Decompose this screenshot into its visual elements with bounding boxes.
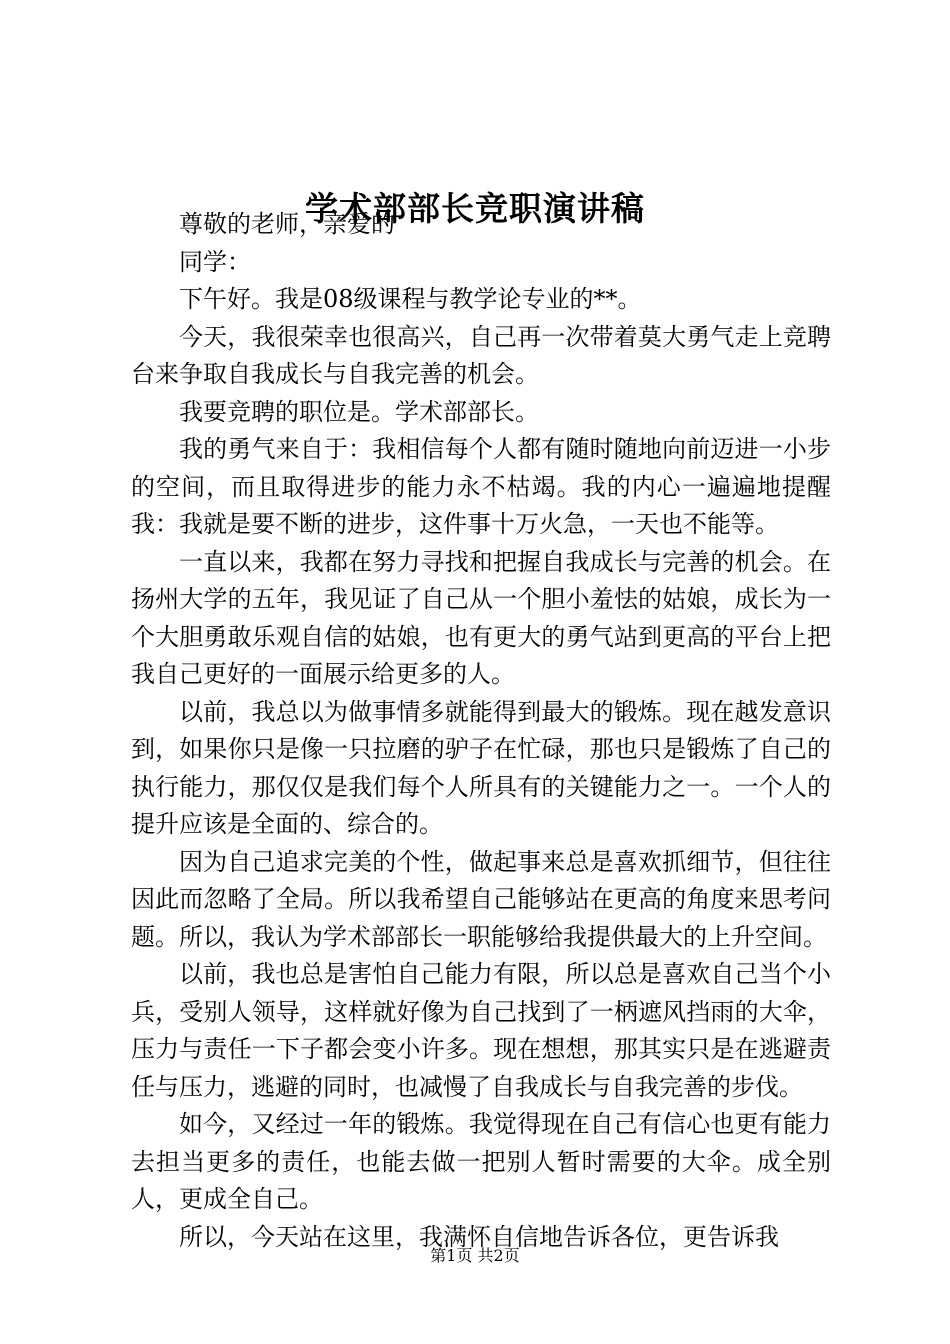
paragraph: 以前，我总以为做事情多就能得到最大的锻炼。现在越发意识到，如果你只是像一只拉磨的驴子在忙碌，那也只是锻炼了自己的执行能力，那仅仅是我们每个人所具有的关键能力之一。一个人的提升应该是全面的、综合的。 xyxy=(131,697,831,838)
paragraph: 我的勇气来自于：我相信每个人都有随时随地向前迈进一小步的空间，而且取得进步的能力永不枯竭。我的内心一遍遍地提醒我：我就是要不断的进步，这件事十万火急，一天也不能等。 xyxy=(131,435,831,538)
page-number-footer: 第1页 共2页 xyxy=(430,1246,520,1265)
paragraph: 因为自己追求完美的个性，做起事来总是喜欢抓细节，但往往因此而忽略了全局。所以我希望自己能够站在更高的角度来思考问题。所以，我认为学术部部长一职能够给我提供最大的上升空间。 xyxy=(131,847,831,951)
paragraph: 今天，我很荣幸也很高兴，自己再一次带着莫大勇气走上竞聘台来争取自我成长与自我完善的机会。 xyxy=(131,322,831,388)
paragraph: 以前，我也总是害怕自己能力有限，所以总是喜欢自己当个小兵，受别人领导，这样就好像为自己找到了一柄遮风挡雨的大伞，压力与责任一下子都会变小许多。现在想想，那其实只是在逃避责任与压力，逃避的同时，也减慢了自我成长与自我完善的步伐。 xyxy=(131,960,831,1101)
paragraph-salutation: 尊敬的老师，亲爱的 xyxy=(179,210,395,238)
paragraph: 一直以来，我都在努力寻找和把握自我成长与完善的机会。在扬州大学的五年，我见证了自己从一个胆小羞怯的姑娘，成长为一个大胆勇敢乐观自信的姑娘，也有更大的勇气站到更高的平台上把我自己更好的一面展示给更多的人。 xyxy=(131,547,831,688)
paragraph-greeting: 下午好。我是08级课程与教学论专业的**。 xyxy=(179,285,642,313)
paragraph: 我要竞聘的职位是。学术部部长。 xyxy=(179,397,539,426)
document-title: 学术部部长竞职演讲稿 xyxy=(305,189,645,228)
paragraph-salutation-cont: 同学： xyxy=(179,247,251,276)
document-body xyxy=(131,206,831,1256)
paragraph: 所以，今天站在这里，我满怀自信地告诉各位，更告诉我 xyxy=(179,1222,779,1251)
paragraph: 如今，又经过一年的锻炼。我觉得现在自己有信心也更有能力去担当更多的责任，也能去做一把别人暂时需要的大伞。成全别人，更成全自己。 xyxy=(131,1110,831,1213)
